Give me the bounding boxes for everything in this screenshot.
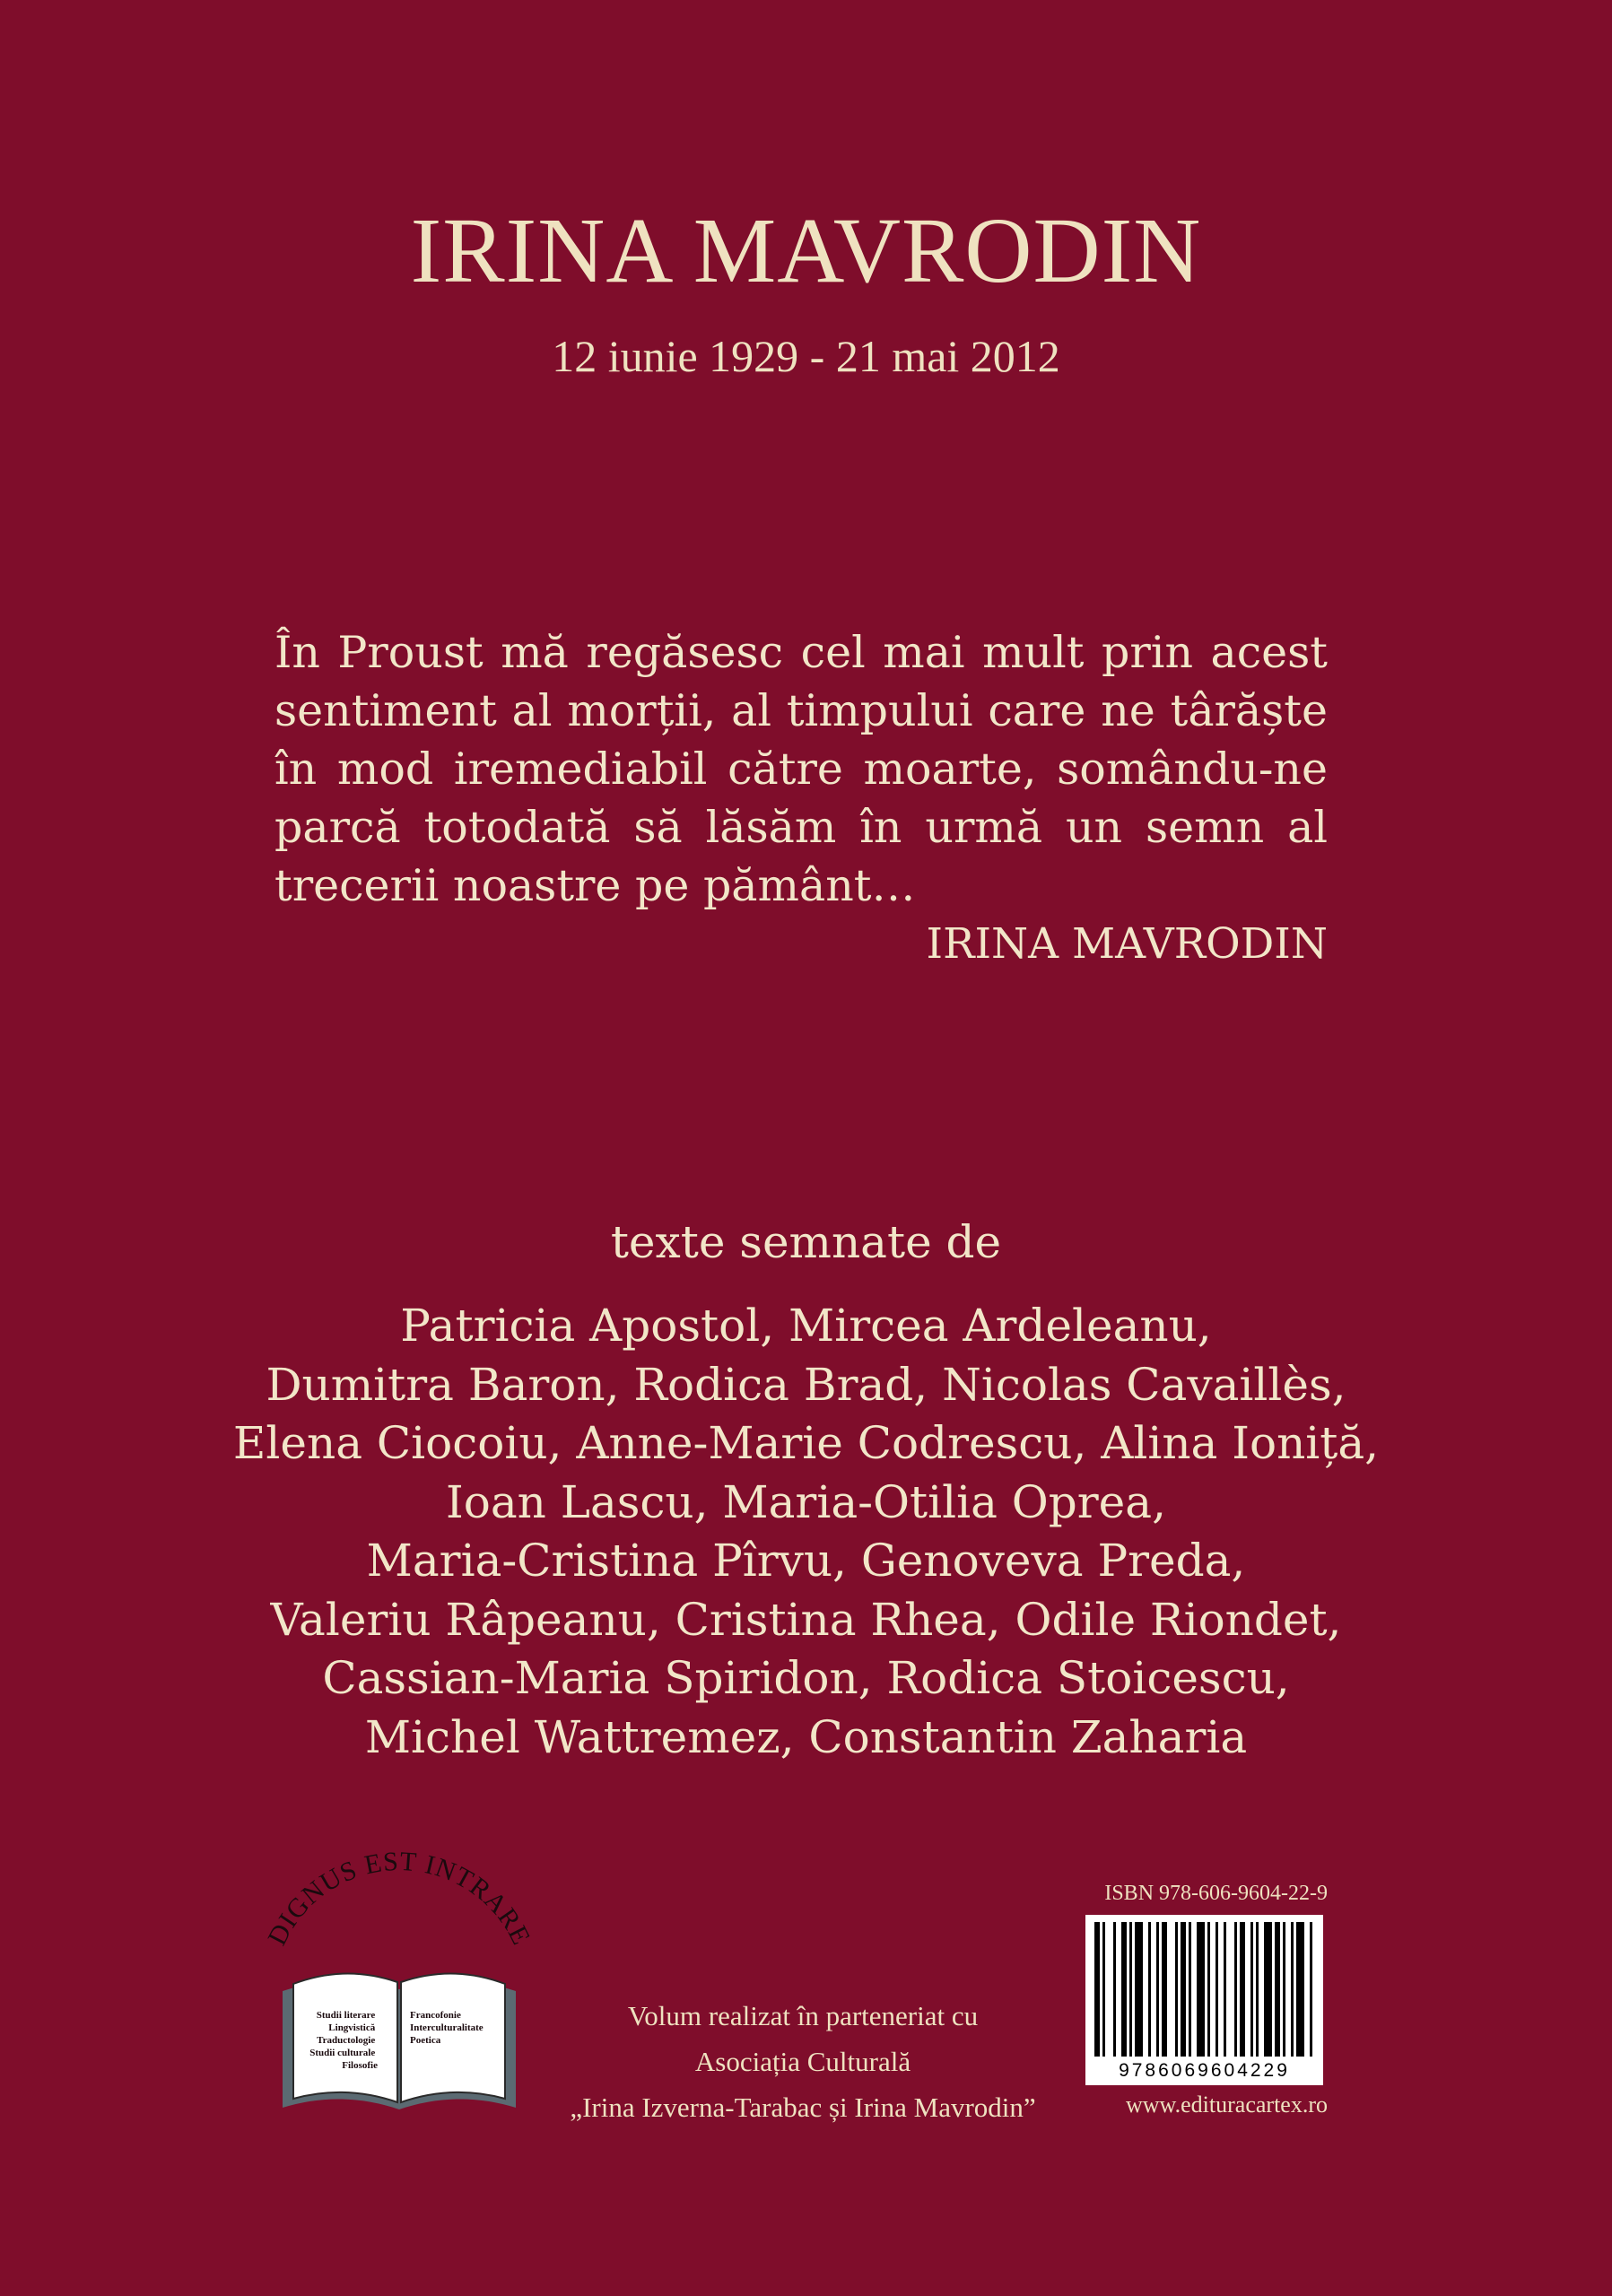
barcode-bar xyxy=(1264,1922,1272,2057)
logo-left-line: Studii literare xyxy=(316,2010,376,2021)
barcode-bar xyxy=(1250,1922,1253,2057)
contributors-line: Valeriu Râpeanu, Cristina Rhea, Odile Riondet, xyxy=(270,1593,1342,1646)
barcode-bar xyxy=(1121,1922,1127,2057)
logo-left-line: Traductologie xyxy=(317,2035,376,2046)
barcode-bar xyxy=(1094,1922,1100,2057)
quote-author: IRINA MAVRODIN xyxy=(926,919,1328,969)
contributors-line: Elena Ciocoiu, Anne-Marie Codrescu, Alina Ioniță, xyxy=(232,1417,1380,1469)
life-dates: 12 iunie 1929 - 21 mai 2012 xyxy=(552,331,1060,381)
barcode-bar xyxy=(1234,1922,1237,2057)
logo-left-line: Filosofie xyxy=(342,2060,378,2071)
logo-left-line: Studii culturale xyxy=(309,2048,376,2058)
quote-text: În Proust mă regăsesc cel mai mult prin acest sentiment al morții, al timpului care ne târăște în mod iremediabil către moarte, somându-ne parcă totodată să lăsăm în urmă un semn al trecerii noastre pe pământ… xyxy=(274,627,1328,911)
contributors-line: Michel Wattremez, Constantin Zaharia xyxy=(364,1710,1248,1763)
isbn-label: ISBN 978-606-9604-22-9 xyxy=(1104,1882,1328,1905)
barcode-bar xyxy=(1283,1922,1285,2057)
svg-text:DIGNUS EST INTRARE xyxy=(262,1847,536,1950)
contributors-line: Patricia Apostol, Mircea Ardeleanu, xyxy=(400,1300,1212,1352)
barcode-bar xyxy=(1181,1922,1186,2057)
barcode-bar xyxy=(1156,1922,1159,2057)
barcode-bar xyxy=(1296,1922,1304,2057)
barcode-bar xyxy=(1135,1922,1143,2057)
logo-right-line: Interculturalitate xyxy=(410,2022,484,2033)
logo-motto: DIGNUS EST INTRARE xyxy=(262,1846,536,1951)
barcode-bar xyxy=(1129,1922,1132,2057)
barcode xyxy=(1085,1915,1323,2085)
barcode-bar xyxy=(1162,1922,1167,2057)
barcode-bar xyxy=(1291,1922,1294,2057)
barcode-bar xyxy=(1102,1922,1105,2057)
logo-right-line: Poetica xyxy=(410,2035,441,2046)
contributors-line: Dumitra Baron, Rodica Brad, Nicolas Cavaillès, xyxy=(266,1358,1346,1411)
contributors-label: texte semnate de xyxy=(610,1216,1002,1268)
barcode-bar xyxy=(1256,1922,1259,2057)
publisher-website: www.edituracartex.ro xyxy=(1126,2092,1328,2118)
partnership-note xyxy=(547,1993,1059,2130)
partnership-line: „Irina Izverna-Tarabac și Irina Mavrodin” xyxy=(570,2092,1036,2123)
barcode-bar xyxy=(1275,1922,1280,2057)
logo-right-line: Francofonie xyxy=(410,2010,461,2021)
publisher-logo xyxy=(256,1830,543,2135)
barcode-bar xyxy=(1189,1922,1191,2057)
contributors-line: Ioan Lascu, Maria-Otilia Oprea, xyxy=(446,1475,1166,1528)
barcode-bar xyxy=(1310,1922,1312,2057)
barcode-bar xyxy=(1197,1922,1205,2057)
contributors-line: Cassian-Maria Spiridon, Rodica Stoicescu, xyxy=(322,1652,1290,1704)
barcode-bar xyxy=(1216,1922,1218,2057)
contributors-line: Maria-Cristina Pîrvu, Genoveva Preda, xyxy=(366,1535,1246,1587)
partnership-line: Asociația Culturală xyxy=(694,2046,911,2077)
barcode-digits: 9786069604229 xyxy=(1119,2060,1290,2081)
logo-left-line: Lingvistică xyxy=(328,2022,376,2033)
barcode-bar xyxy=(1113,1922,1116,2057)
partnership-line: Volum realizat în parteneriat cu xyxy=(627,2000,979,2031)
barcode-bar xyxy=(1224,1922,1226,2057)
barcode-bar xyxy=(1240,1922,1245,2057)
book-title: IRINA MAVRODIN xyxy=(410,199,1202,302)
barcode-bar xyxy=(1207,1922,1210,2057)
contributors-list xyxy=(0,1297,1612,1767)
barcode-bar xyxy=(1175,1922,1178,2057)
barcode-bar xyxy=(1148,1922,1151,2057)
